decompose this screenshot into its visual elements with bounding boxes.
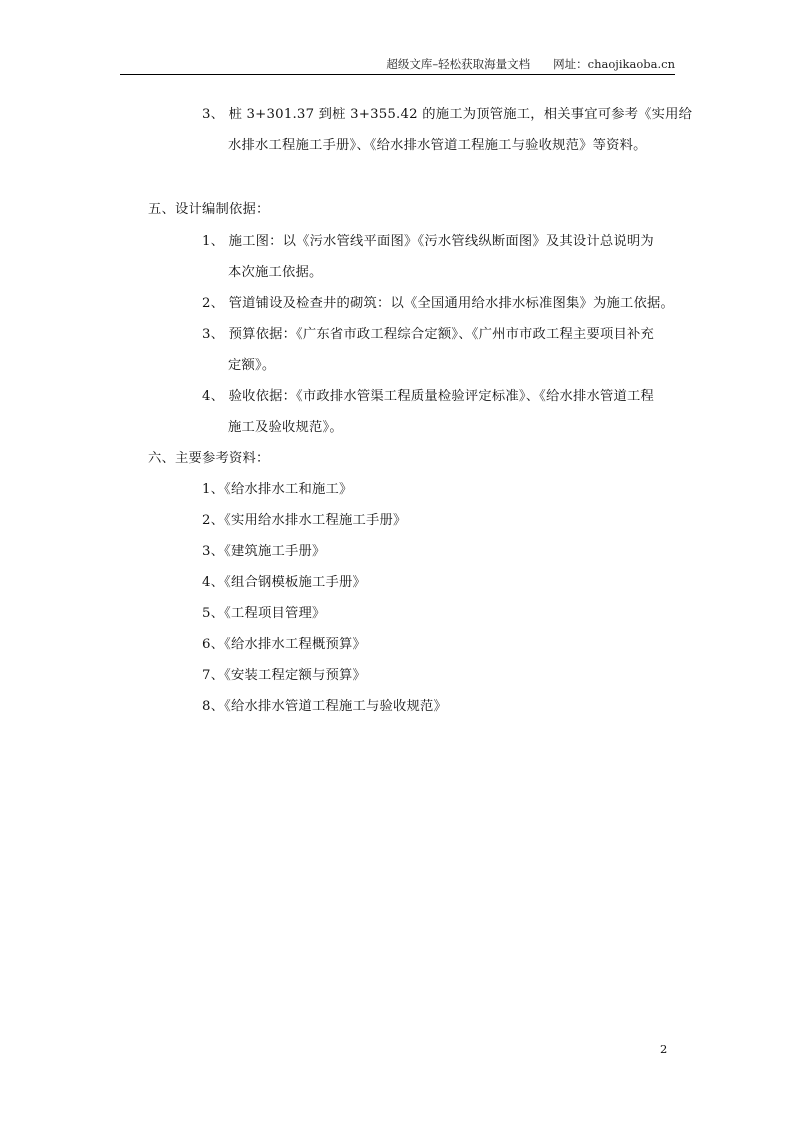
section-5-item-3-line-2: 定额》。 <box>228 358 276 373</box>
section-5-heading: 五、设计编制依据： <box>148 202 270 217</box>
reference-item: 2、《实用给水排水工程施工手册》 <box>202 513 407 528</box>
section-5-item-1-line-2: 本次施工依据。 <box>228 265 323 280</box>
reference-item: 4、《组合钢模板施工手册》 <box>202 575 366 590</box>
reference-item: 6、《给水排水工程概预算》 <box>202 637 366 652</box>
header-text: 超级文库–轻松获取海量文档 网址：chaojikaoba.cn <box>386 57 675 71</box>
header-divider <box>120 74 675 75</box>
reference-item: 5、《工程项目管理》 <box>202 606 326 621</box>
section-5-item-1-line-1: 1、 施工图：以《污水管线平面图》《污水管线纵断面图》及其设计总说明为 <box>202 234 654 249</box>
reference-item: 1、《给水排水工和施工》 <box>202 482 353 497</box>
reference-item: 8、《给水排水管道工程施工与验收规范》 <box>202 699 447 714</box>
section-5-item-4-line-2: 施工及验收规范》。 <box>228 420 343 435</box>
reference-item: 3、《建筑施工手册》 <box>202 544 326 559</box>
section-5-item-2: 2、 管道铺设及检查井的砌筑：以《全国通用给水排水标准图集》为施工依据。 <box>202 296 674 311</box>
reference-item: 7、《安装工程定额与预算》 <box>202 668 366 683</box>
paragraph-item-3-line-1: 3、 桩 3+301.37 到桩 3+355.42 的施工为顶管施工，相关事宜可参考《实用给 <box>202 107 693 122</box>
page-number: 2 <box>660 1042 668 1056</box>
section-5-item-3-line-1: 3、 预算依据：《广东省市政工程综合定额》、《广州市市政工程主要项目补充 <box>202 327 655 342</box>
section-5-item-4-line-1: 4、 验收依据：《市政排水管渠工程质量检验评定标准》、《给水排水管道工程 <box>202 389 655 404</box>
paragraph-item-3-line-2: 水排水工程施工手册》、《给水排水管道工程施工与验收规范》等资料。 <box>228 138 647 153</box>
section-6-heading: 六、主要参考资料： <box>148 451 270 466</box>
